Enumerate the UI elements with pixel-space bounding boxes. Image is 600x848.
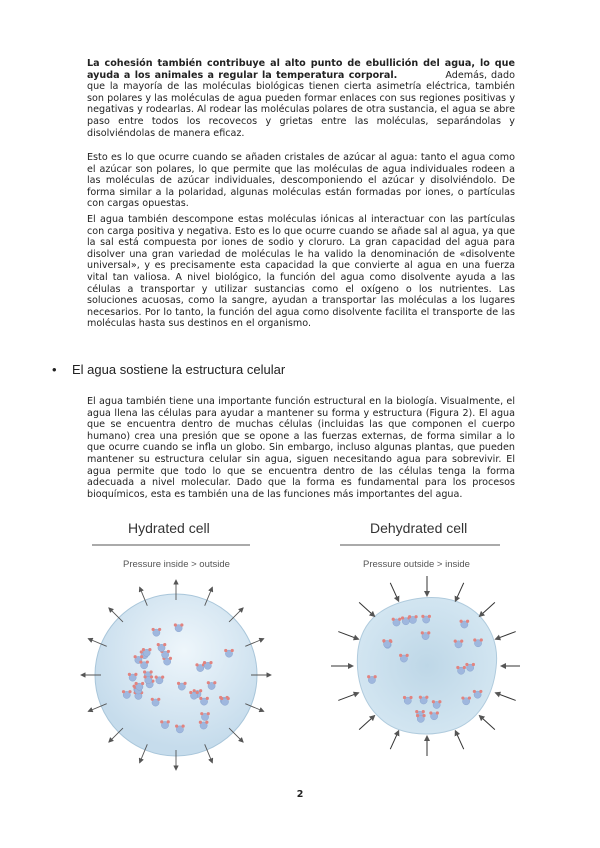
paragraph-sugar: Esto es lo que ocurre cuando se añaden cristales de azúcar al agua: tanto el agua como el azúcar son polares, lo que permite que las moléculas de agua individuales rodeen a las moléculas de azúcar individuales, descomponiendo el azúcar y disolviéndolo. De forma similar a la polaridad, algunas moléculas están formadas por iones, o partículas con cargas opuestas.	[87, 152, 515, 210]
hydrogen-atom	[403, 696, 406, 699]
pressure-arrow	[109, 608, 123, 622]
pressure-arrow	[359, 715, 375, 729]
hydrogen-atom	[406, 654, 409, 657]
hydrogen-atom	[169, 657, 172, 660]
hydrogen-atom	[422, 710, 425, 713]
hydrogen-atom	[367, 675, 370, 678]
hydrogen-atom	[415, 710, 418, 713]
figure-left-title: Hydrated cell	[128, 520, 210, 536]
pressure-arrow	[390, 731, 398, 749]
hydrogen-atom	[189, 691, 192, 694]
hydrogen-atom	[389, 639, 392, 642]
hydrogen-atom	[199, 697, 202, 700]
hydrogen-atom	[463, 666, 466, 669]
hydrogen-atom	[143, 670, 146, 673]
hydrogen-atom	[158, 628, 161, 631]
pressure-arrow	[359, 602, 375, 616]
hydrogen-atom	[480, 638, 483, 641]
pressure-arrow	[109, 728, 123, 742]
hydrogen-atom	[231, 649, 234, 652]
paragraph-polarity: Además, dado que la mayoría de las moléculas biológicas tienen cierta asimetría eléctrica, también son polares y las moléculas de agua pueden formar enlaces con sus regiones positivas y negativas y rodearlas. Al rodear las moléculas polares de otra sustancia, el agua se abre paso entre todos los recovecos y grietas entre las moléculas, separándolas y disolviéndolas de manera eficaz.	[87, 69, 515, 139]
paragraph-cohesion	[87, 58, 515, 139]
hydrogen-atom	[468, 696, 471, 699]
hydrogen-atom	[401, 616, 404, 619]
pressure-arrow	[455, 583, 463, 601]
hydrogen-atom	[152, 628, 155, 631]
pressure-arrow	[229, 728, 243, 742]
hydrogen-atom	[472, 663, 475, 666]
section-heading-text: El agua sostiene la estructura celular	[72, 362, 286, 377]
hydrogen-atom	[421, 615, 424, 618]
hydrogen-atom	[200, 712, 203, 715]
pressure-arrow	[229, 608, 243, 622]
pressure-arrow	[390, 583, 398, 601]
hydrogen-atom	[146, 660, 149, 663]
hydrogen-atom	[134, 673, 137, 676]
hydrogen-atom	[155, 676, 158, 679]
hydrogen-atom	[382, 639, 385, 642]
hydrogen-atom	[432, 700, 435, 703]
hydrogen-atom	[429, 711, 432, 714]
hydrogen-atom	[206, 697, 209, 700]
hydrogen-atom	[135, 682, 138, 685]
hydrogen-atom	[199, 689, 202, 692]
hydrogen-atom	[139, 660, 142, 663]
hydrogen-atom	[160, 720, 163, 723]
pressure-arrow	[479, 602, 495, 616]
hydrogen-atom	[422, 714, 425, 717]
hydrogen-atom	[141, 682, 144, 685]
hydrogen-atom	[374, 675, 377, 678]
hydrogen-atom	[416, 714, 419, 717]
hydrogen-atom	[177, 682, 180, 685]
paragraph-lead-bold: La cohesión también contribuye al alto punto de ebullición del agua, lo que ayuda a los animales a regular la temperatura corporal.	[87, 58, 515, 81]
pressure-arrow	[479, 715, 495, 729]
hydrogen-atom	[460, 620, 463, 623]
hydrogen-atom	[134, 655, 137, 658]
hydrogen-atom	[425, 696, 428, 699]
hydrogen-atom	[465, 663, 468, 666]
hydrogen-atom	[128, 690, 131, 693]
pressure-arrow	[455, 731, 463, 749]
hydrogen-atom	[454, 640, 457, 643]
hydrogen-atom	[140, 655, 143, 658]
hydrogen-atom	[414, 615, 417, 618]
hydrogen-atom	[399, 654, 402, 657]
pressure-arrow	[495, 632, 515, 640]
hydrogen-atom	[207, 681, 210, 684]
hydrogen-atom	[196, 691, 199, 694]
figure-right-caption: Pressure outside > inside	[363, 559, 470, 570]
hydrogen-atom	[408, 615, 411, 618]
hydrogen-atom	[182, 725, 185, 728]
figure-right-title: Dehydrated cell	[370, 520, 468, 536]
figure-left-caption: Pressure inside > outside	[123, 559, 230, 570]
hydrogen-atom	[175, 725, 178, 728]
hydrogen-atom	[183, 682, 186, 685]
hydrogen-atom	[167, 650, 170, 653]
hydrogen-atom	[151, 698, 154, 701]
hydrogen-atom	[227, 697, 230, 700]
figure-drawing	[80, 518, 520, 780]
hydrogen-atom	[163, 643, 166, 646]
hydrogen-atom	[456, 666, 459, 669]
hydrogen-atom	[195, 663, 198, 666]
hydrogen-atom	[150, 670, 153, 673]
pressure-arrow	[495, 693, 515, 701]
hydrogen-atom	[203, 661, 206, 664]
page-number: 2	[296, 789, 304, 800]
pressure-arrow	[338, 632, 358, 640]
section-heading	[52, 362, 285, 377]
hydrogen-atom	[421, 631, 424, 634]
hydrogen-atom	[224, 649, 227, 652]
hydrogen-atom	[419, 696, 422, 699]
hydrogen-atom	[473, 638, 476, 641]
hydrogen-atom	[428, 615, 431, 618]
hydrogen-atom	[473, 690, 476, 693]
hydrogen-atom	[466, 620, 469, 623]
hydrogen-atom	[409, 696, 412, 699]
hydrogen-atom	[220, 697, 223, 700]
hydrogen-atom	[167, 720, 170, 723]
paragraph-structure: El agua también tiene una importante función estructural en la biología. Visualmente, el agua llena las células para ayudar a mantener su forma y estructura (Figura 2). El agua que se encuentra dentro de muchas células (incluidas las que componen el cuerpo humano) crea una presión que se opone a las fuerzas externas, de forma similar a lo que ocurre cuando se infla un globo. Sin embargo, incluso algunas plantas, que pueden mantener su estructura celular sin agua, siguen necesitando agua para sobrevivir. El agua permite que todo lo que se encuentra dentro de las células tenga la forma adecuada a nivel molecular. Dado que la forma es fundamental para los procesos bioquímicos, esta es también una de las funciones más importantes del agua.	[87, 396, 515, 500]
hydrogen-atom	[427, 631, 430, 634]
hydrogen-atom	[461, 696, 464, 699]
hydrogen-atom	[157, 643, 160, 646]
hydrogen-atom	[143, 675, 146, 678]
hydrogen-atom	[122, 690, 125, 693]
hydrogen-atom	[180, 623, 183, 626]
hydrogen-atom	[460, 640, 463, 643]
paragraph-ionic: El agua también descompone estas moléculas iónicas al interactuar con las partículas con carga positiva y negativa. Esto es lo que ocurre cuando se añade sal al agua, ya que la sal está compuesta por iones de sodio y cloruro. La gran capacidad del agua para disolver una gran variedad de moléculas le ha valido la denominación de «disolvente universal», y es precisamente esta capacidad la que convierte al agua en una fuerza vital tan valiosa. A nivel biológico, la función del agua como disolvente ayuda a las células a transportar y utilizar sustancias como el oxígeno o los nutrientes. Las soluciones acuosas, como la sangre, ayudan a transportar las moléculas a los lugares necesarios. Por lo tanto, la función del agua como disolvente facilita el transporte de las moléculas hasta sus destinos en el organismo.	[87, 214, 515, 330]
hydrogen-atom	[199, 721, 202, 724]
hydrogen-atom	[207, 712, 210, 715]
hydrogen-atom	[205, 721, 208, 724]
hydrogen-atom	[148, 648, 151, 651]
hydrogen-atom	[436, 711, 439, 714]
hydrogen-atom	[142, 648, 145, 651]
hydrogen-atom	[479, 690, 482, 693]
hydrogen-atom	[392, 618, 395, 621]
hydrogen-atom	[150, 675, 153, 678]
figure-cell-hydration	[80, 518, 520, 780]
hydrogen-atom	[213, 681, 216, 684]
hydrogen-atom	[161, 676, 164, 679]
hydrogen-atom	[209, 661, 212, 664]
pressure-arrow	[338, 693, 358, 701]
hydrogen-atom	[174, 623, 177, 626]
hydrogen-atom	[157, 698, 160, 701]
hydrogen-atom	[438, 700, 441, 703]
hydrogen-atom	[128, 673, 131, 676]
hydrogen-atom	[398, 618, 401, 621]
bullet-icon: •	[52, 362, 57, 377]
